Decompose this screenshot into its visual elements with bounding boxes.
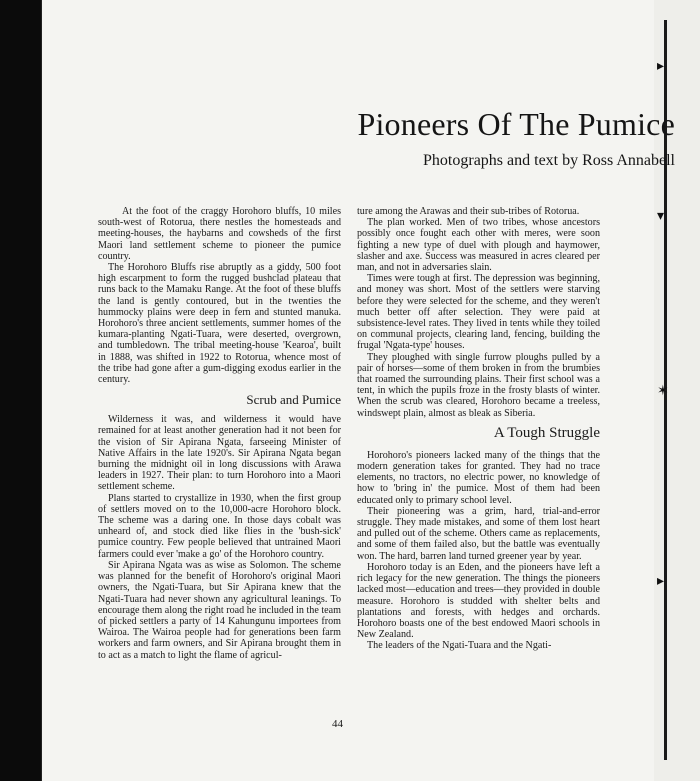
paragraph: Their pioneering was a grim, hard, trial-and-error struggle. They made mistakes, and some of them lost heart and pulled out of the scheme. Others came as replacements, and some of them failed also, but the battle was eventually won. The hard, barren land turned greener year by year. (357, 505, 600, 562)
right-column (357, 206, 600, 652)
paragraph: The leaders of the Ngati-Tuara and the Ngati- (367, 640, 552, 652)
section-heading: A Tough Struggle (493, 424, 600, 441)
article-title: Pioneers Of The Pumice (357, 106, 675, 142)
binding-mark-icon: ▸ (657, 59, 665, 74)
paragraph: ture among the Arawas and their sub-tribes of Rotorua. (357, 206, 580, 217)
paragraph: At the foot of the craggy Horohoro bluffs, 10 miles south-west of Rotorua, there nestles the homesteads and meeting-houses, the haybarns and cowsheds of the first Maori land settlement scheme to pioneer the pumice country. (98, 206, 341, 262)
paragraph: The plan worked. Men of two tribes, whose ancestors possibly once fought each other with meres, were soon fighting a new type of duel with plough and haymower, slasher and axe. Success was measured in acres cleared per man, and not in adversaries slain. (357, 217, 600, 274)
binding-star-icon: ✶ (657, 384, 669, 399)
paragraph: Horohoro today is an Eden, and the pioneers have left a rich legacy for the new generation. The things the pioneers lacked most—education and trees—they provided in double measure. Horohoro is studded with shelter belts and plantations and forests, with hedges and orchards. Horohoro boasts one of the best endowed Maori schools in New Zealand. (357, 561, 600, 641)
article-byline: Photographs and text by Ross Annabell (423, 152, 675, 169)
binding-mark-icon: ▸ (657, 574, 665, 589)
paragraph: Times were tough at first. The depression was beginning, and money was short. Most of the settlers were starving before they were selected for the scheme, and they weren't much better off after selection. They were paid at subsistence-level rates. They lived in tents while they toiled on communal projects, clearing land, fencing, building the frugal 'Ngata-type' houses. (357, 273, 600, 352)
page-number: 44 (332, 718, 343, 730)
paragraph: The Horohoro Bluffs rise abruptly as a giddy, 500 foot high escarpment to form the rugged bushclad plateau that runs back to the Mamaku Range. At the foot of these bluffs the land is gently contoured, but in the twenties the hummocky plains were deep in fern and stunted manuka. Horohoro's three ancient settlements, summer homes of the kumara-planting Ngati-Tuara, were deserted, overgrown, and tumbledown. The tribal meeting-house 'Kearoa', built in 1888, was shifted in 1922 to Rotorua, whence most of the tribe had gone after a gum-digging exodus earlier in the century. (98, 262, 341, 386)
binding-mark-icon: ▾ (657, 209, 665, 224)
section-heading: Scrub and Pumice (246, 392, 341, 408)
left-column (98, 206, 341, 661)
paragraph: Horohoro's pioneers lacked many of the things that the modern generation takes for granted. They had no trace elements, no tractors, no electric power, no knowledge of how to 'bring in' the pumice. Most of them had been educated only to primary school level. (357, 449, 600, 506)
paragraph: Sir Apirana Ngata was as wise as Solomon. The scheme was planned for the benefit of Horohoro's original Maori owners, the Ngati-Tuara, but Sir Apirana knew that the Ngati-Tuara had never shown any agricultural leanings. To encourage them along the right road he included in the team of picked settlers a party of 14 Kahungunu importees from Wairoa. The Wairoa people had for generations been farm workers and farm owners, and Sir Apirana brought them in to act as a match to light the flame of agricul- (98, 559, 341, 661)
paragraph: Wilderness it was, and wilderness it would have remained for at least another generation had it not been for the vision of Sir Apirana Ngata, farseeing Minister of Native Affairs in the late 1920's. Sir Apirana Ngata began burning the midnight oil in long discussions with Arawa leaders in 1927. Their plan: to turn Horohoro into a Maori settlement scheme. (98, 414, 341, 493)
paragraph: Plans started to crystallize in 1930, when the first group of settlers moved on to the 10,000-acre Horohoro block. The scheme was a daring one. In those days cobalt was unheard of, and stock died like flies in the 'bush-sick' pumice country. Few people believed that untrained Maori farmers could ever 'make a go' of the Horohoro country. (98, 492, 341, 560)
paragraph: They ploughed with single furrow ploughs pulled by a pair of horses—some of them broken in from the brumbies that roamed the surrounding plains. Their first school was a tent, in which the pupils froze in the frosty blasts of winter. When the scrub was cleared, Horohoro became a treeless, windswept plain, almost as bleak as Siberia. (357, 351, 600, 419)
